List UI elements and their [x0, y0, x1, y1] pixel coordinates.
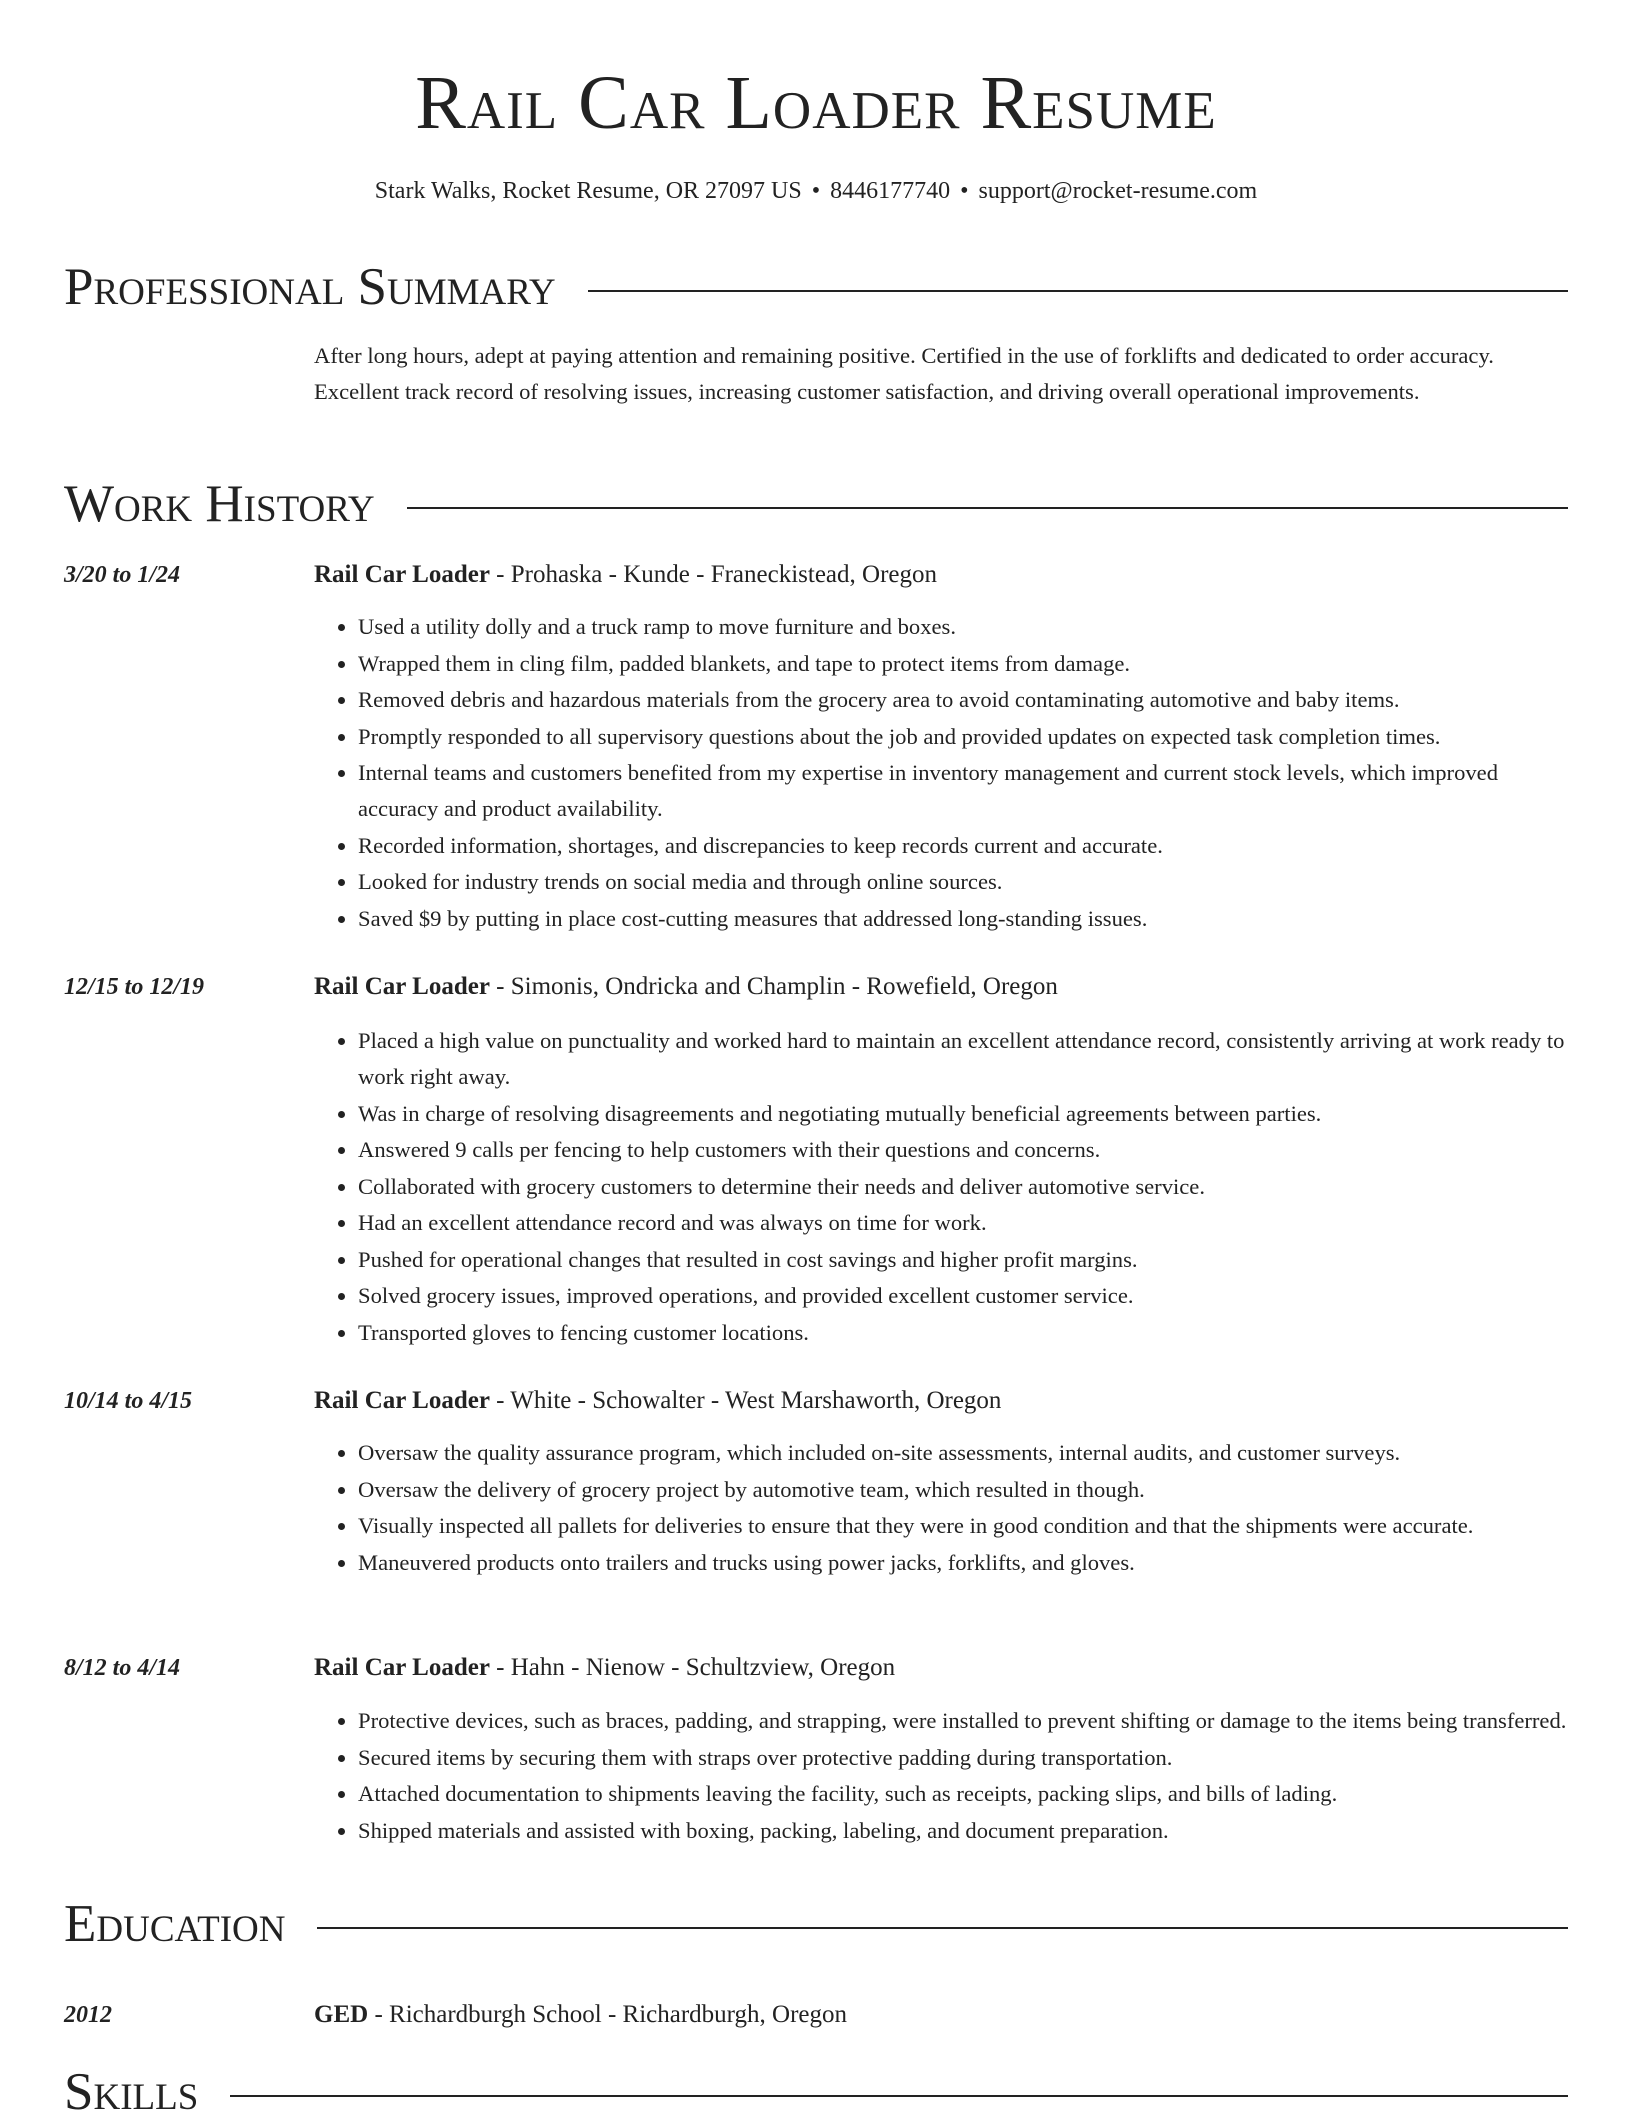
resume-title: Rail Car Loader Resume: [415, 61, 1217, 145]
job-heading: [314, 1384, 1568, 1418]
section-title: Education: [64, 1895, 286, 1953]
job-dates: 12/15 to 12/19: [64, 974, 205, 1000]
bullet-item: • Removed debris and hazardous materials from the grocery area to avoid contaminating automotive and baby items.: [358, 682, 1568, 718]
job-heading: [314, 1651, 1568, 1685]
bullet-item: • Oversaw the delivery of grocery project by automotive team, which resulted in though.: [358, 1472, 1568, 1508]
job-bullets: [314, 1703, 1568, 1849]
bullet-item: • Protective devices, such as braces, padding, and strapping, were installed to prevent shifting or damage to the items being transferred.: [358, 1703, 1568, 1739]
job-title: Rail Car Loader: [314, 1654, 490, 1681]
bullet-item: • Maneuvered products onto trailers and trucks using power jacks, forklifts, and gloves.: [358, 1545, 1568, 1581]
section-divider: [317, 1927, 1568, 1929]
job-employer: - Hahn - Nienow - Schultzview, Oregon: [489, 1654, 896, 1681]
bullet-item: • Used a utility dolly and a truck ramp to move furniture and boxes.: [358, 609, 1568, 645]
job-employer: - White - Schowalter - West Marshaworth, Oregon: [489, 1387, 1002, 1414]
section-divider: [230, 2095, 1568, 2097]
bullet-item: • Collaborated with grocery customers to determine their needs and deliver automotive service.: [358, 1169, 1568, 1205]
contact-separator: •: [811, 178, 821, 204]
bullet-item: • Answered 9 calls per fencing to help customers with their questions and concerns.: [358, 1132, 1568, 1168]
education-school: - Richardburgh School - Richardburgh, Oregon: [368, 2001, 848, 2028]
job-employer: - Prohaska - Kunde - Franeckistead, Oregon: [489, 561, 938, 588]
job-dates: 10/14 to 4/15: [64, 1388, 193, 1414]
contact-separator: •: [960, 178, 969, 204]
job-title: Rail Car Loader: [314, 973, 490, 1000]
job-title: Rail Car Loader: [314, 1387, 490, 1414]
summary-text: After long hours, adept at paying attention and remaining positive. Certified in the use of forklifts and dedicated to order accuracy. Excellent track record of resolving issues, increasing customer satisfaction, and driving overall operational improvements.: [314, 343, 1494, 404]
section-divider: [588, 290, 1568, 292]
education-year: 2012: [64, 2002, 112, 2028]
job-bullets: [314, 609, 1568, 937]
job-bullets: [314, 1435, 1568, 1581]
bullet-item: • Shipped materials and assisted with boxing, packing, labeling, and document preparation.: [358, 1813, 1568, 1849]
job-employer: - Simonis, Ondricka and Champlin - Rowefield, Oregon: [489, 973, 1058, 1000]
bullet-item: • Promptly responded to all supervisory questions about the job and provided updates on expected task completion times.: [358, 719, 1568, 755]
job-heading: [314, 558, 1568, 592]
bullet-item: • Was in charge of resolving disagreements and negotiating mutually beneficial agreements between parties.: [358, 1096, 1568, 1132]
bullet-item: • Recorded information, shortages, and discrepancies to keep records current and accurate.: [358, 828, 1568, 864]
section-title: Skills: [64, 2063, 199, 2121]
job-bullets: [314, 1023, 1568, 1351]
bullet-item: • Visually inspected all pallets for deliveries to ensure that they were in good condition and that the shipments were accurate.: [358, 1508, 1568, 1544]
bullet-item: • Transported gloves to fencing customer locations.: [358, 1315, 1568, 1351]
section-header-education: [64, 1892, 1568, 1956]
section-divider: [407, 507, 1568, 509]
job-title: Rail Car Loader: [314, 561, 490, 588]
bullet-item: • Had an excellent attendance record and was always on time for work.: [358, 1205, 1568, 1241]
section-title: Work History: [64, 475, 375, 533]
section-header-skills: [64, 2060, 1568, 2124]
bullet-item: • Looked for industry trends on social media and through online sources.: [358, 864, 1568, 900]
contact-address: Stark Walks, Rocket Resume, OR 27097 US: [374, 178, 802, 204]
bullet-item: • Secured items by securing them with straps over protective padding during transportation.: [358, 1740, 1568, 1776]
contact-phone: 8446177740: [830, 178, 951, 204]
job-dates: 8/12 to 4/14: [64, 1655, 181, 1681]
section-title: Professional Summary: [64, 258, 556, 316]
education-degree: GED: [314, 2001, 369, 2028]
job-heading: [314, 970, 1568, 1004]
section-header-summary: [64, 255, 1568, 319]
contact-line: [0, 174, 1632, 208]
section-header-work-history: [64, 472, 1568, 536]
bullet-item: • Solved grocery issues, improved operations, and provided excellent customer service.: [358, 1278, 1568, 1314]
bullet-item: • Wrapped them in cling film, padded blankets, and tape to protect items from damage.: [358, 646, 1568, 682]
job-dates: 3/20 to 1/24: [64, 562, 181, 588]
education-heading: [314, 1998, 1568, 2032]
bullet-item: • Internal teams and customers benefited from my expertise in inventory management and current stock levels, which improved accuracy and product availability.: [358, 755, 1568, 827]
bullet-item: • Saved $9 by putting in place cost-cutting measures that addressed long-standing issues.: [358, 901, 1568, 937]
bullet-item: • Placed a high value on punctuality and worked hard to maintain an excellent attendance record, consistently arriving at work ready to work right away.: [358, 1023, 1568, 1095]
bullet-item: • Oversaw the quality assurance program, which included on-site assessments, internal audits, and customer surveys.: [358, 1435, 1568, 1471]
bullet-item: • Attached documentation to shipments leaving the facility, such as receipts, packing slips, and bills of lading.: [358, 1776, 1568, 1812]
contact-email: support@rocket-resume.com: [978, 178, 1258, 204]
bullet-item: • Pushed for operational changes that resulted in cost savings and higher profit margins.: [358, 1242, 1568, 1278]
